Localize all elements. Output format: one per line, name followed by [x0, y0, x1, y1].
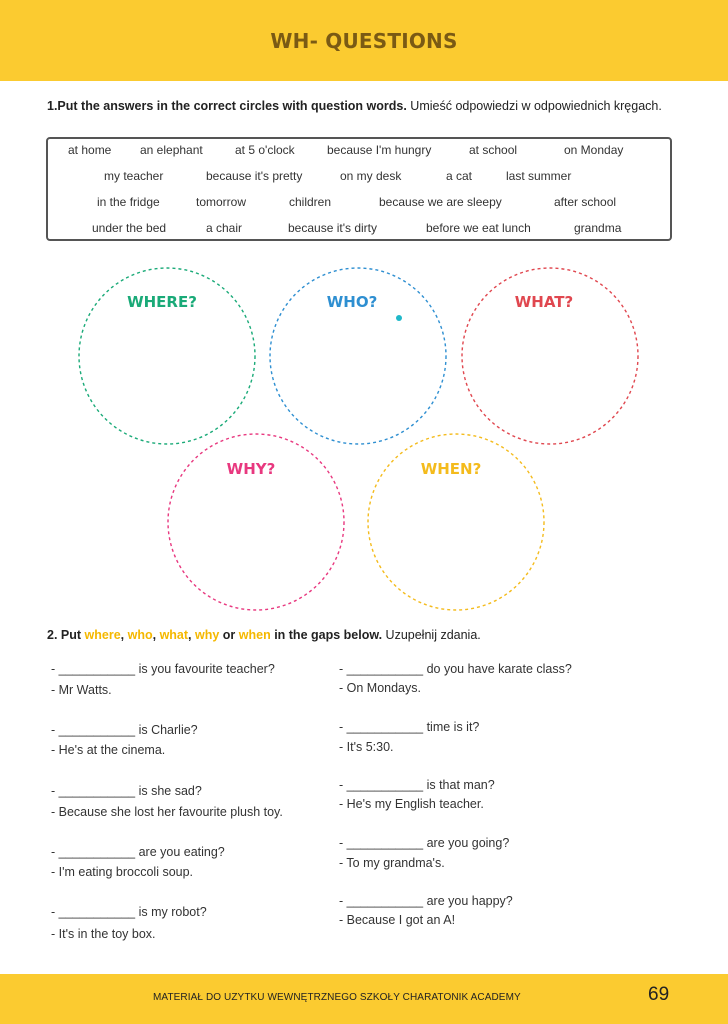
exercise-1-instruction	[47, 97, 677, 115]
word-bank-item: tomorrow	[196, 195, 247, 209]
answer-text: - Because I got an A!	[339, 913, 456, 927]
word-bank-item: children	[289, 195, 332, 209]
word-bank-item: before we eat lunch	[426, 221, 531, 235]
word-bank-item: under the bed	[92, 221, 167, 235]
footer-text: MATERIAŁ DO UZYTKU WEWNĘTRZNEGO SZKOŁY CHARATONIK ACADEMY	[153, 992, 521, 1003]
page-number: 69	[648, 984, 670, 1005]
word-bank-item: because it's dirty	[288, 221, 377, 235]
keyword-who: who	[127, 628, 153, 642]
question-text: - ___________ do you have karate class?	[339, 662, 572, 676]
word-bank-item: at home	[68, 143, 112, 157]
answer-text: - He's my English teacher.	[339, 797, 484, 811]
circle-when-label: WHEN?	[420, 460, 482, 478]
word-bank-item: because it's pretty	[206, 169, 303, 183]
word-bank	[46, 137, 672, 241]
circle-why	[168, 434, 344, 610]
word-bank-item: a cat	[446, 169, 473, 183]
keyword-why: why	[195, 628, 220, 642]
question-text: - ___________ is my robot?	[51, 905, 207, 919]
answer-text: - To my grandma's.	[339, 856, 445, 870]
circle-where-label: WHERE?	[127, 293, 197, 311]
exercise-1-instruction-text: Umieść odpowiedzi w odpowiednich kręgach.	[406, 99, 662, 113]
word-bank-item: on Monday	[564, 143, 624, 157]
separator: ,	[152, 628, 160, 642]
keyword-when: when	[238, 628, 271, 642]
exercise-2-instruction	[47, 628, 481, 642]
question-text: - ___________ are you happy?	[339, 894, 513, 908]
dot-marker	[396, 315, 402, 321]
exercise-1-instruction-bold: 1.Put the answers in the correct circles with question words.	[47, 99, 407, 113]
answer-text: - Mr Watts.	[51, 683, 112, 697]
word-bank-item: my teacher	[104, 169, 164, 183]
circle-what	[462, 268, 638, 444]
circle-why-label: WHY?	[226, 460, 276, 478]
circle-when	[368, 434, 544, 610]
separator: or	[219, 628, 239, 642]
page-title: WH- QUESTIONS	[270, 28, 458, 53]
word-bank-item: on my desk	[340, 169, 402, 183]
question-text: - ___________ is Charlie?	[51, 723, 198, 737]
word-bank-item: last summer	[506, 169, 572, 183]
word-bank-item: at 5 o'clock	[235, 143, 295, 157]
question-text: - ___________ time is it?	[339, 720, 480, 734]
word-bank-item: in the fridge	[97, 195, 160, 209]
answer-text: - It's 5:30.	[339, 740, 394, 754]
circle-where	[79, 268, 255, 444]
page-header	[0, 0, 728, 81]
word-bank-item: after school	[554, 195, 617, 209]
word-bank-item: grandma	[574, 221, 622, 235]
answer-text: - I'm eating broccoli soup.	[51, 865, 194, 879]
word-bank-item: a chair	[206, 221, 243, 235]
separator: ,	[120, 628, 128, 642]
circle-who	[270, 268, 446, 444]
question-text: - ___________ are you going?	[339, 836, 510, 850]
word-bank-item: because we are sleepy	[379, 195, 502, 209]
exercise-2-suffix: Uzupełnij zdania.	[382, 628, 481, 642]
circle-who-label: WHO?	[326, 293, 378, 311]
question-text: - ___________ is that man?	[339, 778, 495, 792]
exercise-2-prefix: 2. Put	[47, 628, 85, 642]
question-text: - ___________ is you favourite teacher?	[51, 662, 275, 676]
keyword-what: what	[159, 628, 189, 642]
circle-what-label: WHAT?	[514, 293, 574, 311]
separator: ,	[188, 628, 195, 642]
word-bank-item: because I'm hungry	[327, 143, 432, 157]
page-footer	[0, 974, 728, 1024]
word-bank-item: at school	[469, 143, 518, 157]
answer-text: - He's at the cinema.	[51, 743, 166, 757]
exercise-2-suffix-bold: in the gaps below.	[270, 628, 383, 642]
question-text: - ___________ are you eating?	[51, 845, 225, 859]
answer-text: - Because she lost her favourite plush toy.	[51, 805, 283, 819]
word-bank-item: an elephant	[140, 143, 203, 157]
question-circles	[0, 255, 728, 617]
answer-text: - It's in the toy box.	[51, 927, 156, 941]
answer-text: - On Mondays.	[339, 681, 421, 695]
question-text: - ___________ is she sad?	[51, 784, 202, 798]
keyword-where: where	[84, 628, 121, 642]
